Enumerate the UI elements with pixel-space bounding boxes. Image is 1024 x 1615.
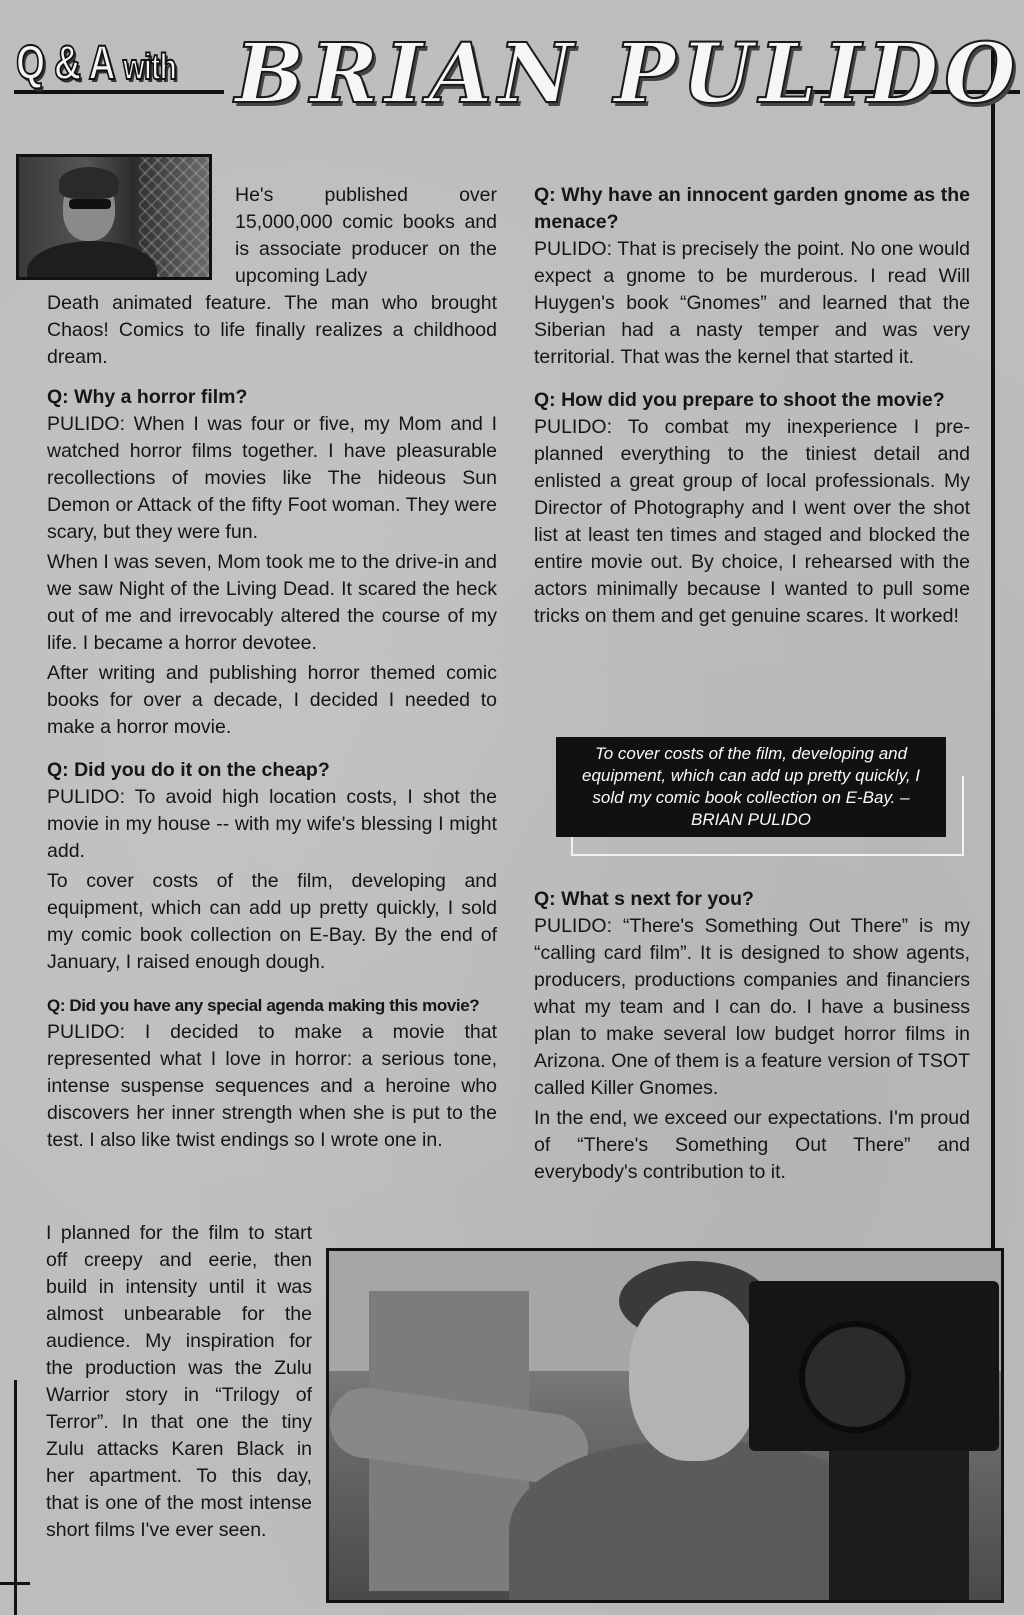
bottom-left-rule (0, 1582, 30, 1585)
question-heading: Q: Why a horror film? (47, 386, 248, 408)
answer-paragraph: In the end, we exceed our expectations. I'm proud of “There's Something Out There” and everybody's contribution to it. (534, 1107, 970, 1183)
left-vertical-rule (14, 1380, 17, 1615)
sunglasses (69, 199, 111, 209)
answer-paragraph: After writing and publishing horror themed comic books for over a decade, I decided I needed to make a horror movie. (47, 662, 497, 738)
intro-rest (47, 290, 497, 371)
right-column-lower (534, 886, 970, 1186)
question-heading: Q: How did you prepare to shoot the movie? (534, 389, 945, 411)
qa-text: Q & A (16, 37, 114, 90)
answer-paragraph: PULIDO: I decided to make a movie that represented what I love in horror: a serious tone, intense suspense sequences and a heroine who discovers her inner strength when she is put to the test. I also like twist endings so I wrote one in. (47, 1021, 497, 1151)
intro-top (235, 182, 497, 290)
portrait-shoulders (27, 241, 157, 280)
answer-paragraph: PULIDO: To avoid high location costs, I shot the movie in my house -- with my wife's blessing I might add. (47, 786, 497, 862)
answer-paragraph: PULIDO: When I was four or five, my Mom and I watched horror films together. I have pleasurable recollections of movies like The hideous Sun Demon or Attack of the fifty Foot woman. They were scary, but they were fun. (47, 413, 497, 543)
photo-face (629, 1291, 759, 1461)
pull-quote: To cover costs of the film, developing and equipment, which can add up pretty quickly, I sold my comic book collection on E-Bay. – BRIAN PULIDO (556, 737, 946, 837)
left-wrapped-column (46, 1220, 312, 1544)
answer-paragraph: PULIDO: “There's Something Out There” is my “calling card film”. It is designed to show agents, producers, productions companies and financiers what my team and I can do. I have a business plan to make several low budget horror films in Arizona. One of them is a feature version of TSOT called Killer Gnomes. (534, 915, 970, 1099)
intro-rest-text: Death animated feature. The man who brought Chaos! Comics to life finally realizes a childhood dream. (47, 292, 497, 368)
portrait-hair (59, 167, 119, 199)
intro-top-text: He's published over 15,000,000 comic books and is associate producer on the upcoming Lady (235, 184, 497, 287)
camera-lens (799, 1321, 911, 1433)
right-column (534, 182, 970, 630)
question-heading: Q: Did you have any special agenda making this movie? (47, 996, 480, 1015)
question-heading: Q: Did you do it on the cheap? (47, 759, 330, 781)
qa-label (16, 36, 176, 91)
right-vertical-rule (991, 48, 995, 1248)
director-photo (326, 1248, 1004, 1603)
camera-tripod (829, 1451, 969, 1603)
portrait-photo (16, 154, 212, 280)
answer-paragraph: I planned for the film to start off creepy and eerie, then build in intensity until it was almost unbearable for the audience. My inspiration for the production was the Zulu Warrior story in “Trilogy of Terror”. In that one the tiny Zulu attacks Karen Black in her apartment. To this day, that is one of the most intense short films I've ever seen. (46, 1222, 312, 1541)
answer-paragraph: When I was seven, Mom took me to the drive-in and we saw Night of the Living Dead. It scared the heck out of me and irrevocably altered the course of my life. I became a horror devotee. (47, 551, 497, 654)
with-text: with (122, 46, 176, 87)
question-heading: Q: Why have an innocent garden gnome as the menace? (534, 184, 970, 233)
question-heading: Q: What s next for you? (534, 888, 754, 910)
answer-paragraph: PULIDO: That is precisely the point. No one would expect a gnome to be murderous. I read Will Huygen's book “Gnomes” and learned that the Siberian had a nasty temper and was very territorial. That was the kernel that started it. (534, 238, 970, 368)
answer-paragraph: To cover costs of the film, developing and equipment, which can add up pretty quickly, I sold my comic book collection on E-Bay. By the end of January, I raised enough dough. (47, 870, 497, 973)
answer-paragraph: PULIDO: To combat my inexperience I pre-planned everything to the tiniest detail and enlisted a great group of local professionals. My Director of Photography and I went over the shot list at least ten times and staged and blocked the entire movie out. By choice, I rehearsed with the actors minimally because I wanted to pull some tricks on them and get genuine scares. It worked! (534, 416, 970, 627)
page-title: BRIAN PULIDO (235, 26, 1022, 122)
left-column (47, 384, 497, 1154)
